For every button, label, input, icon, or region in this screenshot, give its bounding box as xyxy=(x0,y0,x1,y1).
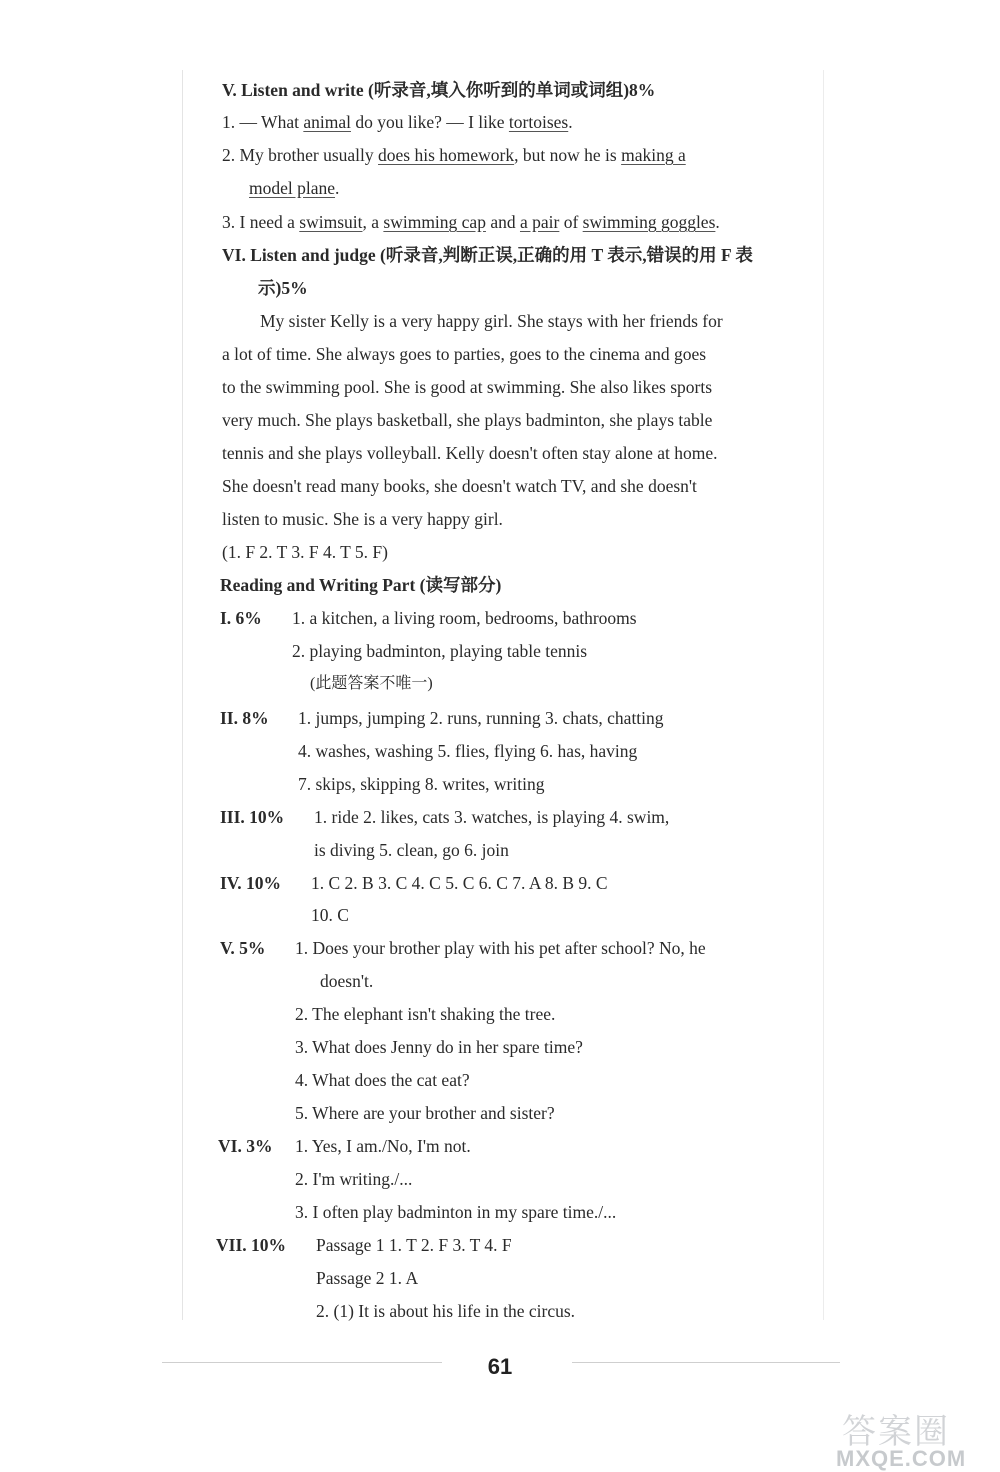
section-heading: V. Listen and write (听录音,填入你听到的单词或词组)8% xyxy=(222,80,656,100)
answer-line: Passage 2 1. A xyxy=(316,1268,419,1288)
page-number: 61 xyxy=(487,1354,513,1379)
answer-line: 5. Where are your brother and sister? xyxy=(295,1103,555,1123)
text: 3. I need a xyxy=(222,212,300,232)
text: of xyxy=(559,212,583,232)
text: . xyxy=(335,178,340,198)
passage-line: tennis and she plays volleyball. Kelly doesn't often stay alone at home. xyxy=(222,443,718,463)
fill-answer: animal xyxy=(303,112,351,132)
passage-line: very much. She plays basketball, she plays badminton, she plays table xyxy=(222,410,713,430)
section-tag: I. 6% xyxy=(220,608,262,628)
answer-line: 1. ride 2. likes, cats 3. watches, is playing 4. swim, xyxy=(314,807,670,827)
text: . xyxy=(715,212,720,232)
passage-line: She doesn't read many books, she doesn't watch TV, and she doesn't xyxy=(222,476,697,496)
section-tag: VII. 10% xyxy=(216,1235,287,1255)
passage-line: a lot of time. She always goes to parties, goes to the cinema and goes xyxy=(222,344,707,364)
answer-line: 1. a kitchen, a living room, bedrooms, bathrooms xyxy=(292,608,637,628)
answer-line xyxy=(222,143,686,167)
watermark-url: MXQE.COM xyxy=(836,1446,967,1471)
answer-line: 1. jumps, jumping 2. runs, running 3. chats, chatting xyxy=(298,708,664,728)
answer-line: 1. C 2. B 3. C 4. C 5. C 6. C 7. A 8. B 9. C xyxy=(311,873,608,893)
note: (此题答案不唯一) xyxy=(310,675,433,692)
section-tag: VI. 3% xyxy=(218,1136,273,1156)
answer-line: 4. washes, washing 5. flies, flying 6. has, having xyxy=(298,741,638,761)
text: 1. — What xyxy=(222,112,304,132)
answer-line: 3. I often play badminton in my spare time./... xyxy=(295,1202,617,1222)
answer-line: 2. I'm writing./... xyxy=(295,1169,413,1189)
answer-line xyxy=(222,110,573,134)
text: 2. My brother usually xyxy=(222,145,379,165)
section-tag: IV. 10% xyxy=(220,873,281,893)
fill-answer: swimsuit xyxy=(299,212,363,232)
text: , but now he is xyxy=(514,145,622,165)
part-heading: Reading and Writing Part (读写部分) xyxy=(220,575,502,595)
fill-answer: tortoises xyxy=(508,112,569,132)
watermark-logo: 答案圈 xyxy=(842,1412,950,1452)
text: , a xyxy=(362,212,384,232)
text: do you like? — I like xyxy=(350,112,509,132)
passage-line: to the swimming pool. She is good at swimming. She also likes sports xyxy=(222,377,712,397)
answer-line: is diving 5. clean, go 6. join xyxy=(314,840,509,860)
answer-line xyxy=(222,210,720,234)
fill-answer: model plane xyxy=(249,178,336,198)
answer-line: 2. playing badminton, playing table tennis xyxy=(292,641,588,661)
section-tag: III. 10% xyxy=(220,807,285,827)
section-tag: II. 8% xyxy=(220,708,269,728)
right-margin-rule xyxy=(823,70,824,1320)
answer-line: Passage 1 1. T 2. F 3. T 4. F xyxy=(316,1235,512,1255)
answer-line: 2. (1) It is about his life in the circus. xyxy=(316,1301,576,1321)
text: . xyxy=(568,112,573,132)
answer-line: 10. C xyxy=(311,905,349,925)
passage-line: My sister Kelly is a very happy girl. She stays with her friends for xyxy=(260,311,723,331)
left-margin-rule xyxy=(182,70,183,1320)
fill-answer: making a xyxy=(621,145,686,165)
footer-rule-left xyxy=(162,1362,442,1363)
answer-line xyxy=(249,176,339,200)
answer-line: doesn't. xyxy=(320,971,374,991)
fill-answer: swimming goggles xyxy=(582,212,716,232)
section-tag: V. 5% xyxy=(220,938,266,958)
fill-answer: a pair xyxy=(519,212,560,232)
fill-answer: does his homework xyxy=(378,145,515,165)
answer-key: (1. F 2. T 3. F 4. T 5. F) xyxy=(222,542,388,562)
fill-answer: swimming cap xyxy=(383,212,486,232)
answer-line: 4. What does the cat eat? xyxy=(295,1070,470,1090)
answer-line: 3. What does Jenny do in her spare time? xyxy=(295,1037,583,1057)
answer-line: 7. skips, skipping 8. writes, writing xyxy=(298,774,545,794)
answer-line: 2. The elephant isn't shaking the tree. xyxy=(295,1004,556,1024)
text: and xyxy=(485,212,520,232)
section-heading-cont: 示)5% xyxy=(258,278,308,298)
footer-rule-right xyxy=(572,1362,840,1363)
answer-line: 1. Does your brother play with his pet after school? No, he xyxy=(295,938,706,958)
section-heading: VI. Listen and judge (听录音,判断正误,正确的用 T 表示,错误的用 F 表 xyxy=(222,245,753,265)
answer-line: 1. Yes, I am./No, I'm not. xyxy=(295,1136,471,1156)
passage-line: listen to music. She is a very happy girl. xyxy=(222,509,503,529)
